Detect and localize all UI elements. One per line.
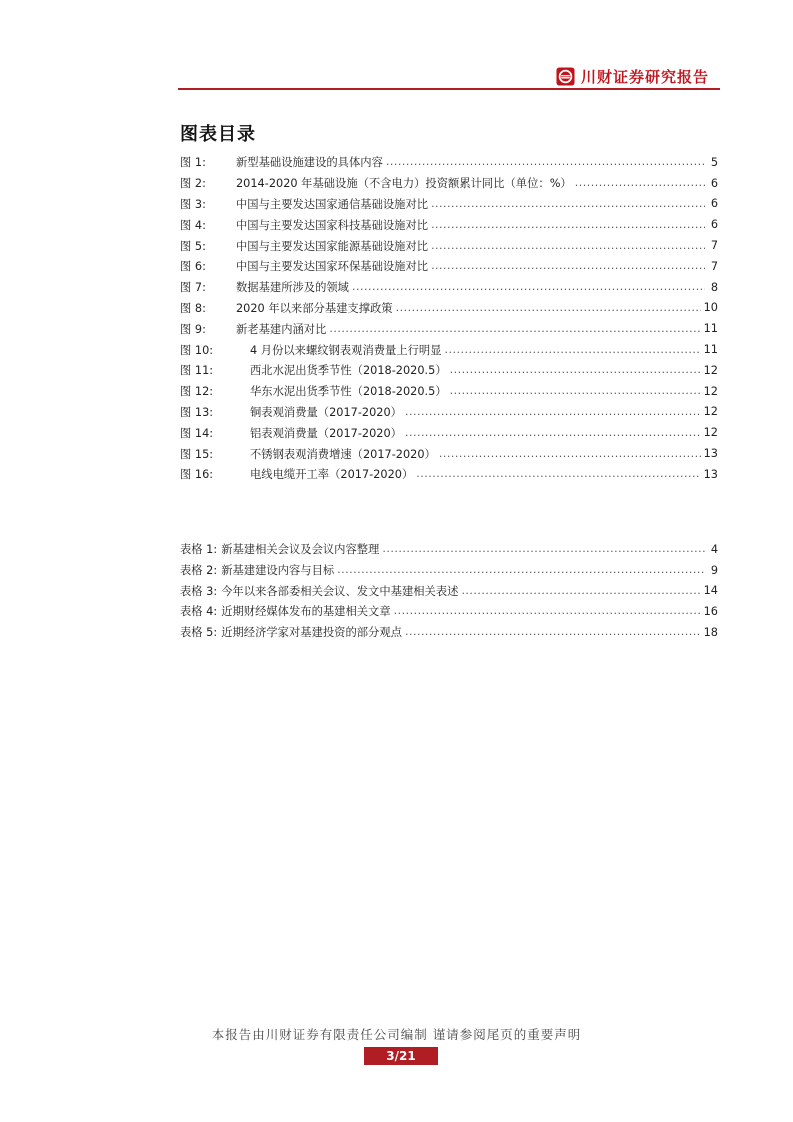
- dot-leader: [337, 563, 705, 577]
- figure-title: 铜表观消费量（2017-2020）: [250, 405, 402, 419]
- table-title: 近期财经媒体发布的基建相关文章: [221, 605, 391, 619]
- table-title: 近期经济学家对基建投资的部分观点: [221, 626, 402, 640]
- toc-row-table[interactable]: [180, 622, 718, 643]
- toc-row-figure[interactable]: [180, 318, 718, 339]
- dot-leader: [431, 218, 705, 232]
- toc-row-figure[interactable]: [180, 235, 718, 256]
- figure-title: 数据基建所涉及的领域: [236, 281, 349, 295]
- figure-title: 华东水泥出货季节性（2018-2020.5）: [250, 385, 447, 399]
- page-number: 12: [703, 405, 718, 419]
- page-number: 11: [703, 343, 718, 357]
- page-number: 6: [710, 197, 718, 211]
- toc-row-figure[interactable]: [180, 422, 718, 443]
- toc-row-figure[interactable]: [180, 194, 718, 215]
- table-label: 表格 5:: [180, 626, 218, 640]
- page-number: 7: [710, 239, 718, 253]
- toc-title: 图表目录: [180, 124, 256, 145]
- dot-leader: [445, 343, 701, 357]
- figure-label: 图 6:: [180, 260, 206, 274]
- toc-row-figure[interactable]: [180, 152, 718, 173]
- chuancai-logo-icon: [556, 67, 575, 86]
- dot-leader: [405, 625, 701, 639]
- figure-label: 图 11:: [180, 364, 214, 378]
- footer-disclaimer: 本报告由川财证券有限责任公司编制 谨请参阅尾页的重要声明: [211, 1027, 582, 1042]
- figure-label: 图 7:: [180, 281, 206, 295]
- figure-label: 图 14:: [180, 426, 214, 440]
- dot-leader: [396, 301, 701, 315]
- page-number: 7: [710, 259, 718, 273]
- dot-leader: [450, 384, 701, 398]
- dot-leader: [329, 322, 700, 336]
- table-list: [180, 539, 718, 642]
- figure-label: 图 13:: [180, 405, 214, 419]
- toc-row-table[interactable]: [180, 580, 718, 601]
- table-title: 新基建相关会议及会议内容整理: [221, 543, 380, 557]
- table-label: 表格 2:: [180, 564, 218, 578]
- page-number: 12: [703, 363, 718, 377]
- toc-row-figure[interactable]: [180, 256, 718, 277]
- page-number: 12: [703, 384, 718, 398]
- figure-title: 新老基建内涵对比: [236, 322, 327, 336]
- figure-title: 2014-2020 年基础设施（不含电力）投资额累计同比（单位：%）: [236, 177, 572, 191]
- toc-row-figure[interactable]: [180, 464, 718, 485]
- page-number: 14: [703, 584, 718, 598]
- figure-title: 中国与主要发达国家科技基础设施对比: [236, 218, 429, 232]
- toc-row-table[interactable]: [180, 560, 718, 581]
- page-number: 8: [710, 280, 718, 294]
- page-number: 5: [710, 155, 718, 169]
- page-number: 13: [703, 467, 718, 481]
- toc-row-figure[interactable]: [180, 214, 718, 235]
- figure-title: 西北水泥出货季节性（2018-2020.5）: [250, 364, 447, 378]
- toc-row-figure[interactable]: [180, 402, 718, 423]
- dot-leader: [405, 405, 701, 419]
- figure-title: 中国与主要发达国家能源基础设施对比: [236, 239, 429, 253]
- dot-leader: [386, 155, 705, 169]
- dot-leader: [352, 280, 705, 294]
- page-number: 11: [703, 322, 718, 336]
- table-label: 表格 3:: [180, 584, 218, 598]
- figure-label: 图 15:: [180, 447, 214, 461]
- figure-title: 2020 年以来部分基建支撑政策: [236, 301, 393, 315]
- figure-title: 不锈钢表观消费增速（2017-2020）: [250, 447, 436, 461]
- toc-row-figure[interactable]: [180, 339, 718, 360]
- dot-leader: [431, 197, 705, 211]
- toc-row-table[interactable]: [180, 601, 718, 622]
- page-number: 10: [703, 301, 718, 315]
- dot-leader: [382, 542, 705, 556]
- figure-title: 中国与主要发达国家通信基础设施对比: [236, 197, 429, 211]
- dot-leader: [431, 239, 705, 253]
- page-number: 6: [710, 176, 718, 190]
- page-number: 18: [703, 625, 718, 639]
- brand-logo: [556, 65, 716, 87]
- figure-label: 图 5:: [180, 239, 206, 253]
- dot-leader: [450, 363, 701, 377]
- figure-label: 图 9:: [180, 322, 206, 336]
- dot-leader: [431, 259, 705, 273]
- table-title: 今年以来各部委相关会议、发文中基建相关表述: [221, 584, 459, 598]
- header-divider: [178, 88, 720, 90]
- page-number-badge: 3/21: [364, 1047, 438, 1065]
- page-number: 12: [703, 426, 718, 440]
- figure-label: 图 3:: [180, 197, 206, 211]
- toc-row-figure[interactable]: [180, 173, 718, 194]
- table-title: 新基建建设内容与目标: [221, 564, 335, 578]
- figure-label: 图 1:: [180, 156, 206, 170]
- figure-title: 电线电缆开工率（2017-2020）: [250, 468, 414, 482]
- figure-title: 4 月份以来螺纹钢表观消费量上行明显: [250, 343, 442, 357]
- toc-row-figure[interactable]: [180, 277, 718, 298]
- dot-leader: [394, 604, 701, 618]
- dot-leader: [575, 176, 705, 190]
- dot-leader: [405, 426, 701, 440]
- figure-label: 图 2:: [180, 177, 206, 191]
- figure-title: 新型基础设施建设的具体内容: [236, 156, 383, 170]
- dot-leader: [461, 584, 700, 598]
- figure-title: 中国与主要发达国家环保基础设施对比: [236, 260, 429, 274]
- figure-list: [180, 152, 718, 485]
- toc-row-table[interactable]: [180, 539, 718, 560]
- toc-row-figure[interactable]: [180, 298, 718, 319]
- page-number: 13: [703, 447, 718, 461]
- figure-title: 铝表观消费量（2017-2020）: [250, 426, 402, 440]
- figure-label: 图 4:: [180, 218, 206, 232]
- figure-label: 图 10:: [180, 343, 214, 357]
- dot-leader: [416, 467, 700, 481]
- toc-row-figure[interactable]: [180, 443, 718, 464]
- page-header: [0, 60, 793, 90]
- table-label: 表格 4:: [180, 605, 218, 619]
- table-label: 表格 1:: [180, 543, 218, 557]
- figure-label: 图 16:: [180, 468, 214, 482]
- figure-label: 图 12:: [180, 385, 214, 399]
- page-number: 9: [710, 563, 718, 577]
- toc-row-figure[interactable]: [180, 360, 718, 381]
- toc-row-figure[interactable]: [180, 381, 718, 402]
- page-number: 4: [710, 542, 718, 556]
- figure-label: 图 8:: [180, 301, 206, 315]
- brand-name: 川财证券研究报告: [581, 67, 710, 86]
- page-number: 16: [703, 604, 718, 618]
- dot-leader: [439, 447, 701, 461]
- page-number: 6: [710, 218, 718, 232]
